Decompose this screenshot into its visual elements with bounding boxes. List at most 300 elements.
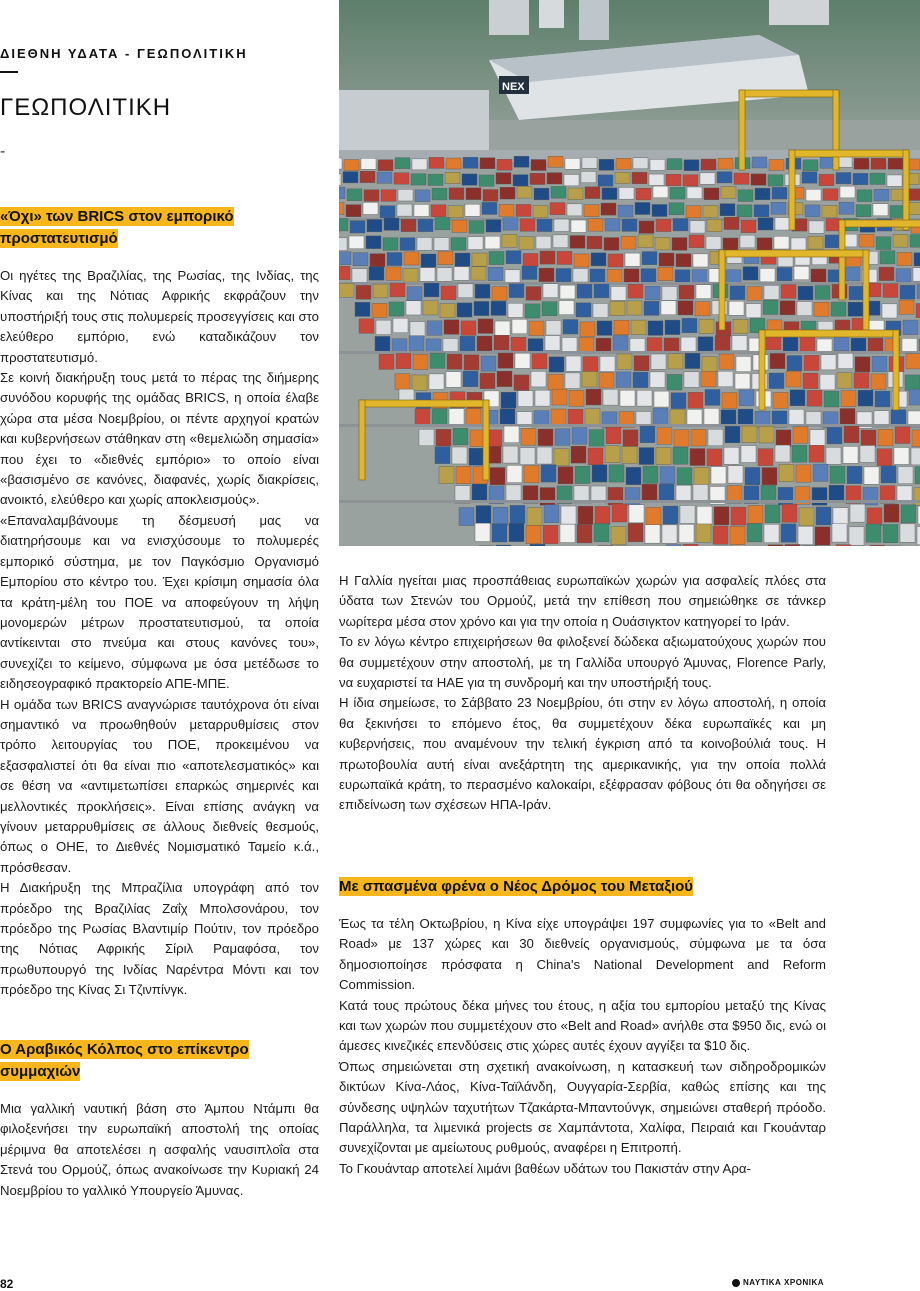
container-block bbox=[561, 506, 576, 524]
container-block bbox=[369, 267, 384, 280]
container-block bbox=[815, 286, 830, 300]
container-block bbox=[498, 353, 513, 368]
container-block bbox=[780, 301, 795, 315]
container-block bbox=[397, 204, 412, 216]
container-block bbox=[913, 268, 920, 281]
container-block bbox=[910, 235, 920, 248]
container-block bbox=[703, 205, 718, 217]
crane-beam bbox=[483, 400, 489, 480]
container-block bbox=[390, 283, 405, 297]
container-block bbox=[574, 254, 589, 267]
container-block bbox=[810, 430, 825, 447]
container-block bbox=[690, 449, 705, 466]
container-block bbox=[384, 218, 399, 230]
container-block bbox=[449, 409, 464, 425]
container-block bbox=[797, 302, 812, 316]
container-block bbox=[882, 304, 897, 318]
container-block bbox=[480, 373, 495, 389]
container-block bbox=[689, 235, 704, 248]
container-port-photo bbox=[339, 0, 920, 546]
container-block bbox=[798, 286, 813, 300]
article1-paragraph: Η Διακήρυξη της Μπραζίλια υπογράφη από τον πρόεδρο της Βραζιλίας Ζαΐχ Μπολσονάρου, τον πρόεδρο της Ρωσίας Βλαντιμίρ Πούτιν, τον πρόεδρο της Νότιας Αφρικής Σίριλ Ραμαφόσα, τον πρωθυπουργό της Ινδίας Ναρέντρα Μόντι και τον πρόεδρο της Κίνας Σι Τζινπίνγκ. bbox=[0, 880, 319, 998]
container-block bbox=[669, 203, 684, 215]
container-block bbox=[911, 448, 920, 465]
container-block bbox=[614, 320, 629, 335]
container-block bbox=[534, 188, 549, 200]
container-block bbox=[581, 171, 596, 182]
crane-beam bbox=[759, 330, 765, 410]
container-block bbox=[822, 205, 837, 217]
container-block bbox=[515, 353, 530, 368]
container-block bbox=[393, 318, 408, 333]
container-block bbox=[465, 204, 480, 216]
container-block bbox=[654, 391, 669, 407]
port-illustration bbox=[339, 0, 920, 546]
container-block bbox=[799, 508, 814, 526]
container-block bbox=[605, 446, 620, 463]
container-block bbox=[347, 189, 362, 201]
container-block bbox=[833, 508, 848, 526]
container-block bbox=[779, 464, 794, 481]
container-block bbox=[800, 336, 815, 351]
container-block bbox=[352, 269, 367, 282]
container-block bbox=[398, 189, 413, 201]
container-block bbox=[401, 219, 416, 231]
container-block bbox=[488, 267, 503, 280]
article2-paragraph: Η ίδια σημείωσε, το Σάββατο 23 Νοεμβρίου, ότι στην εν λόγω αποστολή, η οποία θα ξεκινήσει το επόμενο έτος, θα συμμετέχουν δέκα ευρωπαϊκές και μη κυβερνήσεις, που αναμένουν την τελική έγκριση από τα κοινοβούλιά τους. Η πρωτοβουλία αυτή είναι ανεξάρτητη της αμερικανικής, για την οποία πολλά ευρωπαϊκά κράτη, το περασμένο καλοκαίρι, εξέφρασαν φόβους ότι θα οδηγήσει σε επιδείνωση των σχέσεων ΗΠΑ-Ιράν. bbox=[339, 695, 826, 813]
container-block bbox=[857, 190, 872, 202]
container-block bbox=[339, 238, 347, 251]
crane-beam bbox=[359, 400, 365, 480]
container-block bbox=[596, 338, 611, 353]
container-block bbox=[508, 303, 523, 317]
container-block bbox=[477, 336, 492, 351]
container-block bbox=[903, 320, 918, 335]
container-block bbox=[490, 468, 505, 485]
container-block bbox=[364, 190, 379, 202]
container-block bbox=[849, 527, 864, 545]
container-block bbox=[404, 252, 419, 265]
container-block bbox=[704, 188, 719, 200]
container-block bbox=[383, 238, 398, 251]
container-block bbox=[500, 187, 515, 199]
container-block bbox=[714, 507, 729, 525]
container-block bbox=[435, 217, 450, 229]
container-block bbox=[854, 373, 869, 389]
container-block bbox=[691, 429, 706, 446]
container-block bbox=[875, 391, 890, 407]
container-block bbox=[501, 392, 516, 408]
container-block bbox=[548, 156, 563, 167]
container-block bbox=[575, 466, 590, 483]
container-block bbox=[870, 545, 885, 546]
container-block bbox=[339, 174, 341, 185]
container-block bbox=[813, 464, 828, 481]
container-block bbox=[815, 527, 830, 545]
container-block bbox=[582, 371, 597, 387]
container-block bbox=[747, 287, 762, 301]
brand-logo-icon bbox=[732, 1279, 740, 1287]
container-block bbox=[592, 465, 607, 482]
container-block bbox=[566, 356, 581, 371]
crane-beam bbox=[739, 90, 839, 97]
container-block bbox=[485, 236, 500, 249]
container-block bbox=[647, 338, 662, 353]
container-block bbox=[677, 468, 692, 485]
container-block bbox=[900, 524, 915, 542]
container-block bbox=[578, 506, 593, 524]
container-block bbox=[625, 253, 640, 266]
container-block bbox=[776, 430, 791, 447]
container-block bbox=[656, 448, 671, 465]
container-block bbox=[413, 354, 428, 369]
container-block bbox=[688, 392, 703, 408]
container-block bbox=[407, 287, 422, 301]
container-block bbox=[598, 175, 613, 186]
container-block bbox=[672, 238, 687, 251]
container-block bbox=[419, 429, 434, 446]
container-block bbox=[440, 304, 455, 318]
container-block bbox=[667, 159, 682, 170]
container-block bbox=[535, 390, 550, 406]
container-block bbox=[708, 429, 723, 446]
container-block bbox=[914, 253, 920, 266]
container-block bbox=[506, 251, 521, 264]
container-block bbox=[439, 466, 454, 483]
container-block bbox=[783, 337, 798, 352]
container-block bbox=[509, 523, 524, 541]
container-block bbox=[751, 174, 766, 185]
container-block bbox=[608, 254, 623, 267]
container-block bbox=[604, 238, 619, 251]
container-block bbox=[469, 448, 484, 465]
container-block bbox=[678, 301, 693, 315]
container-block bbox=[540, 251, 555, 264]
container-block bbox=[569, 390, 584, 406]
container-block bbox=[372, 303, 387, 317]
container-block bbox=[568, 409, 583, 425]
container-block bbox=[733, 319, 748, 334]
container-block bbox=[417, 237, 432, 250]
container-block bbox=[791, 238, 806, 251]
container-block bbox=[476, 506, 491, 524]
container-block bbox=[838, 353, 853, 368]
container-block bbox=[585, 187, 600, 199]
container-block bbox=[577, 525, 592, 543]
container-block bbox=[721, 186, 736, 198]
container-block bbox=[551, 409, 566, 425]
container-block bbox=[434, 238, 449, 251]
article1-heading-text: «Όχι» των BRICS στον εμπορικό προστατευτισμό bbox=[0, 208, 234, 247]
container-block bbox=[553, 235, 568, 248]
container-block bbox=[479, 175, 494, 186]
container-block bbox=[718, 371, 733, 387]
container-block bbox=[803, 373, 818, 389]
container-block bbox=[597, 321, 612, 336]
container-block bbox=[543, 525, 558, 543]
container-block bbox=[717, 172, 732, 183]
container-block bbox=[695, 302, 710, 316]
container-block bbox=[867, 508, 882, 526]
title-dash: - bbox=[0, 143, 6, 160]
container-block bbox=[624, 269, 639, 282]
container-block bbox=[389, 302, 404, 316]
container-block bbox=[906, 354, 920, 369]
crane-beam bbox=[789, 150, 909, 157]
container-block bbox=[909, 389, 920, 405]
container-block bbox=[466, 188, 481, 200]
container-block bbox=[626, 467, 641, 484]
container-block bbox=[475, 284, 490, 298]
container-block bbox=[412, 159, 427, 170]
article1-heading bbox=[0, 206, 240, 250]
container-block bbox=[820, 374, 835, 390]
container-block bbox=[663, 506, 678, 524]
container-block bbox=[748, 505, 763, 523]
container-block bbox=[435, 447, 450, 464]
container-block bbox=[373, 284, 388, 298]
container-block bbox=[618, 205, 633, 217]
container-block bbox=[661, 301, 676, 315]
container-block bbox=[339, 266, 350, 279]
container-block bbox=[461, 321, 476, 336]
article3-paragraph: Όπως σημειώνεται στη σχετική ανακοίνωση, η κατασκευή των σιδηροδρομικών δικτύων Κίνα-Λάος, Κίνα-Ταϊλάνδη, Ουγγαρία-Σερβία, καθώς επίσης και της σύνδεσης υψηλών ταχυτήτων Τζακάρτα-Μπαντούνγκ, σημειώνει σταθερή πρόοδο. Παράλληλα, τα λιμενικά projects σε Χαμπάντοτα, Χαλίφα, Πειραιά και Γκουάνταρ συνεχίζονται με αμείωτους ρυθμούς, αναφέρει η Επιτροπή. bbox=[339, 1058, 826, 1156]
container-block bbox=[633, 372, 648, 388]
container-block bbox=[792, 445, 807, 462]
article1-paragraph: «Επαναλαμβάνουμε τη δέσμευσή μας να διατηρήσουμε και να ενισχύσουμε το πολυμερές εμπορικό σύστημα, με τον Παγκόσμιο Οργανισμό Εμπορίου στο κέντρο του. Έχει κρίσιμη σημασία όλα τα κράτη-μέλη του ΠΟΕ να αποφεύγουν τη λήψη μονομερών μέτρων προστατευτισμού, τα οποία αντίκεινται στο πνεύμα και στους κανόνες του», συνεχίζει το κείμενο, σύμφωνα με όσα μετέδωσε το ειδησεογραφικό πρακτορείο ΑΠΕ-ΜΠΕ. bbox=[0, 512, 319, 692]
article1-paragraph: Σε κοινή διακήρυξη τους μετά το πέρας της διήμερης συνόδου κορυφής της ομάδας BRICS, η οποία έλαβε χώρα στα μέσα Νοεμβρίου, οι πέντε αρχηγοί κρατών και κυβερνήσεων στάθηκαν στη «θεμελιώδη σημασία» που έχει το «διεθνές εμπόριο» το οποίο είναι «βασισμένο σε κανόνες, διαφανές, χωρίς διακρίσεις, ανοικτό, ελεύθερο και χωρίς αποκλεισμούς». bbox=[0, 370, 319, 508]
container-block bbox=[503, 446, 518, 463]
container-block bbox=[512, 319, 527, 334]
container-block bbox=[856, 205, 871, 217]
container-block bbox=[758, 218, 773, 230]
container-block bbox=[571, 220, 586, 232]
container-block bbox=[370, 254, 385, 267]
container-block bbox=[894, 448, 909, 465]
container-block bbox=[380, 206, 395, 218]
container-block bbox=[611, 286, 626, 300]
container-block bbox=[701, 371, 716, 387]
container-block bbox=[706, 236, 721, 249]
article3-paragraph: Το Γκουάνταρ αποτελεί λιμάνι βαθέων υδάτων του Πακιστάν στην Αρα- bbox=[339, 1160, 751, 1176]
container-block bbox=[541, 465, 556, 482]
container-block bbox=[769, 373, 784, 389]
container-block bbox=[781, 285, 796, 299]
container-block bbox=[423, 301, 438, 315]
container-block bbox=[526, 287, 541, 301]
container-block bbox=[667, 374, 682, 390]
container-block bbox=[796, 465, 811, 482]
container-block bbox=[774, 236, 789, 249]
container-block bbox=[350, 221, 365, 233]
container-block bbox=[522, 266, 537, 279]
container-block bbox=[674, 430, 689, 447]
container-block bbox=[497, 159, 512, 170]
container-block bbox=[590, 269, 605, 282]
container-block bbox=[573, 269, 588, 282]
container-block bbox=[762, 468, 777, 485]
container-block bbox=[523, 253, 538, 266]
container-block bbox=[424, 283, 439, 297]
container-block bbox=[809, 445, 824, 462]
container-block bbox=[378, 160, 393, 171]
container-block bbox=[642, 484, 657, 502]
container-block bbox=[912, 430, 920, 447]
container-block bbox=[884, 504, 899, 522]
container-block bbox=[794, 266, 809, 279]
container-block bbox=[565, 158, 580, 169]
container-block bbox=[650, 372, 665, 388]
container-block bbox=[764, 285, 779, 299]
container-block bbox=[552, 389, 567, 405]
container-block bbox=[752, 157, 767, 168]
container-block bbox=[806, 189, 821, 201]
container-block bbox=[768, 545, 783, 546]
container-block bbox=[571, 446, 586, 463]
container-block bbox=[610, 301, 625, 315]
yard-lane bbox=[339, 500, 920, 503]
container-block bbox=[915, 467, 920, 484]
container-block bbox=[454, 267, 469, 280]
container-block bbox=[711, 467, 726, 484]
container-block bbox=[616, 158, 631, 169]
container-block bbox=[361, 158, 376, 169]
container-block bbox=[455, 253, 470, 266]
container-block bbox=[741, 220, 756, 232]
container-block bbox=[699, 319, 714, 334]
container-block bbox=[725, 426, 740, 443]
container-block bbox=[693, 485, 708, 503]
crane-beam bbox=[789, 150, 795, 230]
container-block bbox=[684, 160, 699, 171]
container-block bbox=[705, 389, 720, 405]
container-block bbox=[585, 409, 600, 425]
container-block bbox=[538, 429, 553, 446]
container-block bbox=[840, 186, 855, 198]
container-block bbox=[386, 267, 401, 280]
container-block bbox=[639, 221, 654, 233]
article2-body-left bbox=[0, 1099, 319, 1201]
container-block bbox=[543, 284, 558, 298]
container-block bbox=[872, 356, 887, 371]
container-block bbox=[409, 336, 424, 351]
container-block bbox=[623, 430, 638, 447]
container-block bbox=[871, 158, 886, 169]
container-block bbox=[376, 320, 391, 335]
container-block bbox=[771, 202, 786, 214]
container-block bbox=[489, 251, 504, 264]
container-block bbox=[670, 187, 685, 199]
article1-paragraph: Η ομάδα των BRICS αναγνώρισε ταυτόχρονα ότι είναι σημαντικό να προωθηθούν μεταρρυθμίσεις στον τρόπο λειτουργίας του ΠΟΕ, προκειμένου να εξασφαλιστεί ότι θα είναι πιο «αποτελεσματικός» και σε θέση να «αντιμετωπίσει επαρκώς σημερινές και μελλοντικές προκλήσεις». Είναι επίσης ανάγκη να γίνουν μεταρρυθμίσεις σε άλλους διεθνείς θεσμούς, όπως ο ΟΗΕ, το Διεθνές Νομισματικό Ταμείο κ.ά., πρόσθεσαν. bbox=[0, 696, 319, 875]
container-block bbox=[609, 465, 624, 482]
container-block bbox=[506, 485, 521, 503]
container-block bbox=[895, 427, 910, 444]
container-block bbox=[567, 204, 582, 216]
article2-heading bbox=[0, 1039, 255, 1083]
container-block bbox=[576, 303, 591, 317]
yard-lane bbox=[339, 424, 920, 427]
container-block bbox=[638, 235, 653, 248]
container-block bbox=[839, 202, 854, 214]
container-block bbox=[518, 391, 533, 407]
container-block bbox=[640, 426, 655, 443]
container-block bbox=[339, 203, 344, 215]
container-block bbox=[764, 524, 779, 542]
container-block bbox=[441, 286, 456, 300]
container-block bbox=[804, 355, 819, 370]
container-block bbox=[755, 188, 770, 200]
container-block bbox=[657, 428, 672, 445]
container-block bbox=[845, 267, 860, 280]
container-block bbox=[726, 270, 741, 283]
container-block bbox=[530, 544, 545, 546]
container-block bbox=[406, 301, 421, 315]
container-block bbox=[666, 545, 681, 546]
container-block bbox=[375, 336, 390, 351]
container-block bbox=[613, 335, 628, 350]
container-block bbox=[509, 284, 524, 298]
container-block bbox=[532, 354, 547, 369]
section-kicker: ΔΙΕΘΝΗ ΥΔΑΤΑ - ΓΕΩΠΟΛΙΤΙΚΗ bbox=[0, 46, 248, 61]
container-block bbox=[367, 219, 382, 231]
container-block bbox=[343, 172, 358, 183]
container-block bbox=[732, 336, 747, 351]
container-block bbox=[877, 449, 892, 466]
container-block bbox=[588, 219, 603, 231]
container-block bbox=[468, 237, 483, 250]
container-block bbox=[870, 173, 885, 184]
container-block bbox=[451, 238, 466, 251]
container-block bbox=[545, 336, 560, 351]
container-block bbox=[617, 354, 632, 369]
container-block bbox=[738, 409, 753, 425]
container-block bbox=[670, 410, 685, 426]
container-block bbox=[481, 356, 496, 371]
container-block bbox=[521, 429, 536, 446]
container-block bbox=[775, 445, 790, 462]
container-block bbox=[855, 357, 870, 372]
container-block bbox=[619, 187, 634, 199]
container-block bbox=[353, 253, 368, 266]
container-block bbox=[808, 236, 823, 249]
container-block bbox=[514, 156, 529, 167]
container-block bbox=[763, 300, 778, 314]
container-block bbox=[568, 188, 583, 200]
container-block bbox=[548, 374, 563, 390]
container-block bbox=[421, 254, 436, 267]
container-block bbox=[339, 219, 348, 231]
container-block bbox=[496, 545, 511, 546]
container-block bbox=[631, 320, 646, 335]
container-block bbox=[513, 175, 528, 186]
container-block bbox=[786, 371, 801, 387]
container-block bbox=[834, 336, 849, 351]
container-block bbox=[492, 287, 507, 301]
container-block bbox=[769, 159, 784, 170]
container-block bbox=[789, 409, 804, 425]
container-block bbox=[724, 217, 739, 229]
container-block bbox=[664, 338, 679, 353]
container-block bbox=[474, 301, 489, 315]
container-block bbox=[634, 356, 649, 371]
container-block bbox=[415, 190, 430, 202]
container-block bbox=[777, 267, 792, 280]
container-block bbox=[741, 446, 756, 463]
container-block bbox=[428, 174, 443, 185]
container-block bbox=[500, 409, 515, 425]
container-block bbox=[827, 427, 842, 444]
container-block bbox=[607, 269, 622, 282]
